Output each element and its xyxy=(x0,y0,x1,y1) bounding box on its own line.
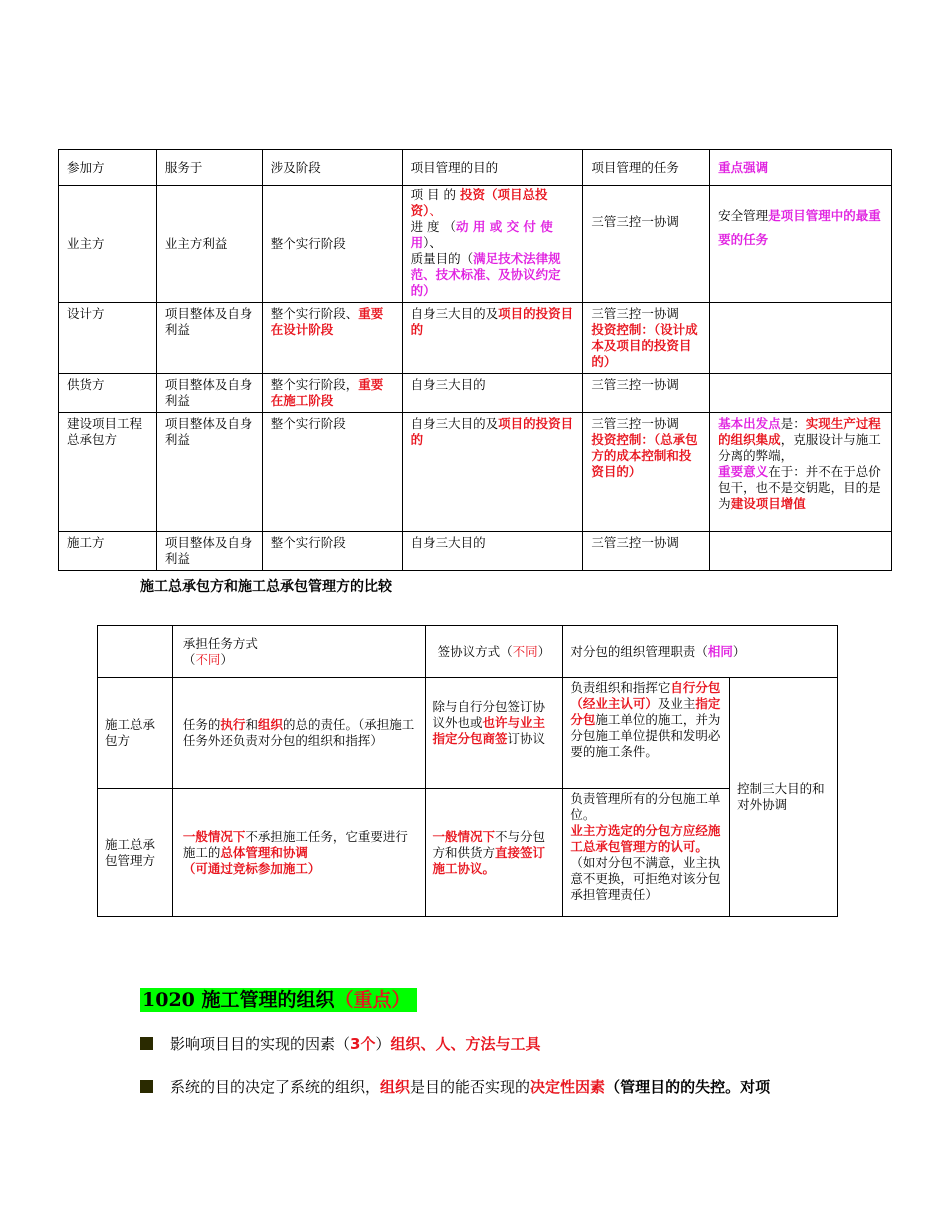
text: 总体管理和协调 xyxy=(220,844,308,860)
text: 施工单位的施工，并为分包施工单位提供和发明必要的施工条件。 xyxy=(570,712,721,759)
goal-cell xyxy=(402,186,583,303)
text: 不与分包方和供货方 xyxy=(432,828,546,860)
text: 直接签订施工协议。 xyxy=(432,844,546,876)
text: 重要在施工阶段 xyxy=(270,377,384,408)
text: 指定分包 xyxy=(570,696,721,727)
text: （管理目的的失控。对项 xyxy=(605,1078,771,1096)
text: 三管三控一协调 xyxy=(591,416,679,431)
contractor-comparison-table xyxy=(97,625,838,917)
table-header-row xyxy=(59,150,892,186)
text: 组织、人、方法与工具 xyxy=(390,1035,541,1053)
text: 影响项目目的实现的因素（ xyxy=(170,1035,351,1053)
text: 、 xyxy=(429,203,442,218)
party-cell: 施工方 xyxy=(59,532,157,571)
header-cell xyxy=(98,626,173,678)
square-bullet-icon xyxy=(140,1037,153,1050)
party-cell: 供货方 xyxy=(59,374,157,413)
task-cell: 三管三控一协调 xyxy=(583,532,710,571)
party-cell: 业主方 xyxy=(59,186,157,303)
row-label: 施工总承包方 xyxy=(98,678,173,789)
text: 是： xyxy=(780,416,806,431)
text: 1020 施工管理的组织 xyxy=(142,989,335,1011)
text: 重要意义 xyxy=(718,464,769,479)
table-row xyxy=(59,413,892,532)
stage-cell xyxy=(262,374,402,413)
emphasis-cell xyxy=(710,532,892,571)
table-row xyxy=(98,789,838,917)
stage-cell: 整个实行阶段 xyxy=(262,532,402,571)
text: 投资控制：（总承包方的成本控制和投资目的） xyxy=(591,432,698,479)
text: 任务的 xyxy=(182,717,221,732)
text: 自行分包（经业主认可） xyxy=(570,680,721,711)
text: 也许与业主 xyxy=(482,715,546,730)
text: 是项目管理中的最重要的任务 xyxy=(718,208,881,247)
shared-duty-cell: 控制三大目的和对外协调 xyxy=(730,678,838,917)
goal-cell xyxy=(402,413,583,532)
header-cell: 参加方 xyxy=(59,150,157,186)
text: 和 xyxy=(245,717,258,732)
text: 承担任务方式 xyxy=(182,635,258,651)
party-cell: 建设项目工程总承包方 xyxy=(59,413,157,532)
text: 项目的投资目的 xyxy=(410,306,574,337)
emphasis-cell xyxy=(710,303,892,374)
text: 负责管理所有的分包施工单位。 xyxy=(570,791,721,822)
emphasis-cell xyxy=(710,186,892,303)
text: ） xyxy=(732,643,746,659)
text: 项目的投资目的 xyxy=(410,416,574,447)
square-bullet-icon xyxy=(140,1080,153,1093)
header-cell xyxy=(172,626,425,678)
text: 投资控制：（设计成本及项目的投资目的） xyxy=(591,322,698,369)
header-cell xyxy=(563,626,838,678)
text: 整个实行阶段、 xyxy=(270,306,359,321)
table-header-row xyxy=(98,626,838,678)
text: 一般情况下 xyxy=(432,828,496,844)
text: （重点） xyxy=(334,989,411,1011)
party-cell: 设计方 xyxy=(59,303,157,374)
text: ） xyxy=(220,651,233,667)
text: 不承担施工任务，它重要进行施工的 xyxy=(182,828,408,860)
text: 重要在设计阶段 xyxy=(270,306,384,337)
emphasis-cell xyxy=(710,413,892,532)
header-cell xyxy=(425,626,563,678)
text: 在于：并不在于总价包干，也不是交钥匙，目的是为 xyxy=(718,464,881,511)
header-cell: 项目管理的目的 xyxy=(402,150,583,186)
text: 是目的能否实现的 xyxy=(410,1078,531,1096)
goal-cell: 自身三大目的 xyxy=(402,532,583,571)
duty-cell xyxy=(563,678,730,789)
text: （可通过竞标参加施工） xyxy=(182,860,321,876)
text: 相同 xyxy=(707,643,733,659)
text: 负责组织和指挥它 xyxy=(570,680,671,695)
task-cell xyxy=(583,413,710,532)
text: 投资（项目总投资） xyxy=(410,187,548,218)
task-cell xyxy=(583,303,710,374)
text: 基本出发点 xyxy=(718,416,781,431)
text: 组织 xyxy=(257,717,283,732)
sign-cell xyxy=(425,678,563,789)
text: 实现生产过程的组织集成 xyxy=(718,416,881,447)
text: 组织 xyxy=(380,1078,411,1096)
parties-comparison-table xyxy=(58,149,892,571)
goal-cell: 自身三大目的 xyxy=(402,374,583,413)
table-row xyxy=(59,186,892,303)
text: 自身三大目的及 xyxy=(410,416,499,431)
text: 业主方选定的分包方应经施工总承包管理方的认可。 xyxy=(570,823,721,854)
text: 自身三大目的及 xyxy=(410,306,499,321)
bullet-item xyxy=(140,1077,770,1097)
text: 签协议方式（ xyxy=(437,643,513,659)
stage-cell: 整个实行阶段 xyxy=(262,413,402,532)
text: 系统的目的决定了系统的组织， xyxy=(170,1078,381,1096)
serves-cell: 项目整体及自身利益 xyxy=(156,303,262,374)
sign-cell xyxy=(425,789,563,917)
serves-cell: 项目整体及自身利益 xyxy=(156,413,262,532)
table-row xyxy=(98,678,838,789)
table-caption: 施工总承包方和施工总承包管理方的比较 xyxy=(140,579,392,595)
text: 除与自行分包签订协议外也或 xyxy=(432,699,546,730)
text: （如对分包不满意，业主执意不更换，可拒绝对该分包承担管理责任） xyxy=(570,855,721,902)
text: 质量目的（ xyxy=(410,251,474,266)
stage-cell xyxy=(262,303,402,374)
text: 建设项目增值 xyxy=(730,496,806,511)
text: 的总的责任。（承担施工任务外还负责对分包的组织和指挥） xyxy=(182,717,415,748)
row-label: 施工总承包管理方 xyxy=(98,789,173,917)
header-cell: 服务于 xyxy=(156,150,262,186)
header-cell: 涉及阶段 xyxy=(262,150,402,186)
text: 及业主 xyxy=(657,696,696,711)
emphasis-cell xyxy=(710,374,892,413)
serves-cell: 项目整体及自身利益 xyxy=(156,374,262,413)
text: 一般情况下 xyxy=(182,828,246,844)
text: 项 目 的 xyxy=(410,187,460,202)
bullet-item xyxy=(140,1034,540,1054)
text: 决定性因素 xyxy=(530,1078,606,1096)
table-row xyxy=(59,532,892,571)
text: 3个 xyxy=(350,1035,376,1053)
header-cell: 项目管理的任务 xyxy=(583,150,710,186)
header-cell: 重点强调 xyxy=(710,150,892,186)
text: 满足技术法律规范、技术标准、及协议约定的） xyxy=(410,251,561,298)
text: ） xyxy=(375,1035,391,1053)
table-row xyxy=(59,374,892,413)
text: 指定分包商签 xyxy=(432,731,508,746)
text: ）、 xyxy=(423,235,442,250)
serves-cell: 项目整体及自身利益 xyxy=(156,532,262,571)
stage-cell: 整个实行阶段 xyxy=(262,186,402,303)
table-row xyxy=(59,303,892,374)
text: 三管三控一协调 xyxy=(591,306,679,321)
serves-cell: 业主方利益 xyxy=(156,186,262,303)
text: （ xyxy=(182,651,196,667)
section-title xyxy=(140,988,417,1012)
text: ，克服设计与施工分离的弊端， xyxy=(718,432,881,463)
task-cell: 三管三控一协调 xyxy=(583,374,710,413)
task-cell xyxy=(172,678,425,789)
text: 订协议 xyxy=(507,731,546,746)
text: 不同 xyxy=(512,643,538,659)
text: 进 度 （ xyxy=(410,219,457,234)
text: 执行 xyxy=(220,717,246,732)
goal-cell xyxy=(402,303,583,374)
duty-cell xyxy=(563,789,730,917)
text: 整个实行阶段， xyxy=(270,377,359,392)
text: ） xyxy=(537,643,551,659)
text: 不同 xyxy=(195,651,221,667)
text: 安全管理 xyxy=(718,208,769,223)
task-cell: 三管三控一协调 xyxy=(583,186,710,303)
task-cell xyxy=(172,789,425,917)
text: 动 用 或 交 付 使 用 xyxy=(410,219,553,250)
text: 对分包的组织管理职责（ xyxy=(570,643,708,659)
